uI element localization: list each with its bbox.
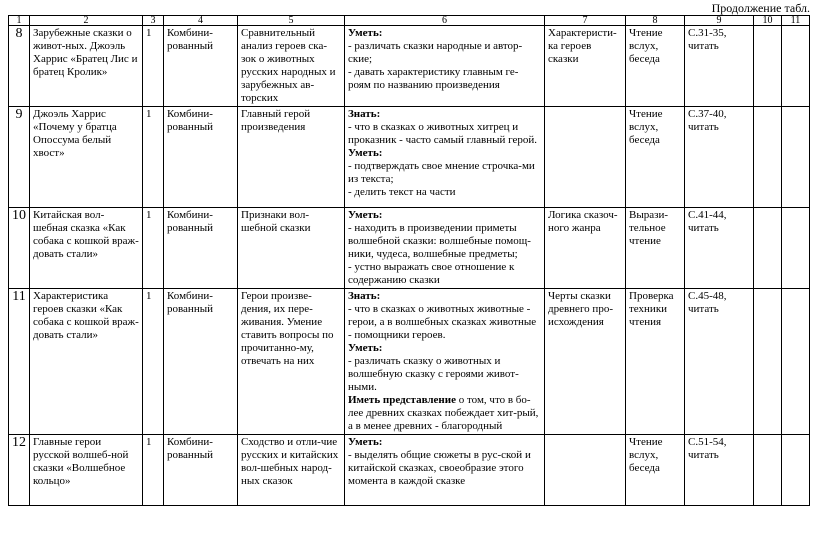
date-cell — [754, 289, 782, 435]
activity-cell: Чтение вслух, беседа — [626, 26, 685, 107]
table-row — [9, 435, 810, 506]
header-cell: 3 — [143, 16, 164, 26]
requirement-line — [348, 290, 541, 303]
concepts-cell: Логика сказоч-ного жанра — [545, 208, 626, 289]
lesson-number-cell: 12 — [9, 435, 30, 506]
requirements-cell — [345, 435, 545, 506]
hours-cell: 1 — [143, 435, 164, 506]
homework-cell: С.37-40, читать — [685, 107, 754, 208]
requirement-text: - различать сказки народные и автор-ские; — [348, 40, 523, 65]
table-row — [9, 289, 810, 435]
header-cell: 2 — [30, 16, 143, 26]
requirements-cell — [345, 107, 545, 208]
requirement-line — [348, 186, 541, 199]
homework-cell: С.45-48, читать — [685, 289, 754, 435]
header-cell: 1 — [9, 16, 30, 26]
lesson-topic-cell: Главные герои русской волшеб-ной сказки «Волшебное кольцо» — [30, 435, 143, 506]
requirement-heading: Знать: — [348, 290, 381, 302]
requirements-cell — [345, 208, 545, 289]
table-row — [9, 107, 810, 208]
lesson-plan-table — [8, 15, 810, 506]
requirement-line — [348, 222, 541, 261]
requirement-heading: Уметь: — [348, 436, 383, 448]
table-row — [9, 26, 810, 107]
hours-cell: 1 — [143, 289, 164, 435]
requirement-line — [348, 342, 541, 355]
requirement-line — [348, 436, 541, 449]
activity-cell: Чтение вслух, беседа — [626, 107, 685, 208]
lesson-number-cell: 11 — [9, 289, 30, 435]
requirement-line — [348, 394, 541, 433]
lesson-topic-cell: Джоэль Харрис «Почему у братца Опоссума белый хвост» — [30, 107, 143, 208]
requirement-line — [348, 66, 541, 92]
concepts-cell: Характеристи-ка героев сказки — [545, 26, 626, 107]
requirement-line — [348, 449, 541, 488]
date-cell — [754, 208, 782, 289]
activity-cell: Вырази-тельное чтение — [626, 208, 685, 289]
requirement-text: - находить в произведении приметы волшебной сказки: волшебные помощ-ники, чудеса, волшебные предметы; — [348, 222, 531, 260]
requirement-text: о том, что в бо-лее древних сказках побеждает хит-рый, а в менее древних - благородный — [348, 394, 539, 432]
requirement-text: - различать сказку о животных и волшебную сказку с героями живот-ными. — [348, 355, 519, 393]
hours-cell: 1 — [143, 208, 164, 289]
header-cell: 5 — [238, 16, 345, 26]
content-cell: Главный герой произведения — [238, 107, 345, 208]
requirement-heading: Иметь представление — [348, 394, 456, 406]
content-cell: Признаки вол-шебной сказки — [238, 208, 345, 289]
header-cell: 6 — [345, 16, 545, 26]
requirement-heading: Знать: — [348, 108, 381, 120]
header-cell: 8 — [626, 16, 685, 26]
note-cell — [782, 26, 810, 107]
lesson-number-cell: 9 — [9, 107, 30, 208]
requirement-line — [348, 121, 541, 147]
lesson-number-cell: 8 — [9, 26, 30, 107]
requirement-line — [348, 303, 541, 342]
homework-cell: С.41-44, читать — [685, 208, 754, 289]
hours-cell: 1 — [143, 26, 164, 107]
concepts-cell — [545, 107, 626, 208]
homework-cell: С.31-35, читать — [685, 26, 754, 107]
requirement-heading: Уметь: — [348, 147, 383, 159]
content-cell: Сравнительный анализ героев ска-зок о животных русских народных и зарубежных ав-торских — [238, 26, 345, 107]
requirement-heading: Уметь: — [348, 27, 383, 39]
content-cell: Герои произве-дения, их пере-живания. Умение ставить вопросы по прочитанно-му, отвечать на них — [238, 289, 345, 435]
hours-cell: 1 — [143, 107, 164, 208]
lesson-type-cell: Комбини-рованный — [164, 208, 238, 289]
requirement-line — [348, 108, 541, 121]
requirement-text: - выделять общие сюжеты в рус-ской и китайской сказках, своеобразие этого момента в каждой сказке — [348, 449, 531, 487]
lesson-type-cell: Комбини-рованный — [164, 26, 238, 107]
note-cell — [782, 289, 810, 435]
requirement-heading: Уметь: — [348, 342, 383, 354]
content-cell: Сходство и отли-чие русских и китайских вол-шебных народ-ных сказок — [238, 435, 345, 506]
requirement-text: - подтверждать свое мнение строчка-ми из текста; — [348, 160, 535, 185]
requirement-text: - устно выражать свое отношение к содержанию сказки — [348, 261, 515, 286]
header-cell: 9 — [685, 16, 754, 26]
date-cell — [754, 26, 782, 107]
activity-cell: Чтение вслух, беседа — [626, 435, 685, 506]
table-row — [9, 208, 810, 289]
requirement-text: - давать характеристику главным ге-роям по названию произведения — [348, 66, 519, 91]
requirement-line — [348, 40, 541, 66]
requirement-line — [348, 355, 541, 394]
requirements-cell — [345, 26, 545, 107]
date-cell — [754, 435, 782, 506]
lesson-type-cell: Комбини-рованный — [164, 107, 238, 208]
concepts-cell: Черты сказки древнего про-исхождения — [545, 289, 626, 435]
requirement-line — [348, 27, 541, 40]
header-cell: 11 — [782, 16, 810, 26]
header-row — [9, 16, 810, 26]
lesson-type-cell: Комбини-рованный — [164, 435, 238, 506]
requirement-line — [348, 261, 541, 287]
requirements-cell — [345, 289, 545, 435]
header-cell: 10 — [754, 16, 782, 26]
header-cell: 4 — [164, 16, 238, 26]
requirement-heading: Уметь: — [348, 209, 383, 221]
note-cell — [782, 435, 810, 506]
requirement-line — [348, 209, 541, 222]
lesson-topic-cell: Китайская вол-шебная сказка «Как собака с кошкой враж-довать стали» — [30, 208, 143, 289]
requirement-text: - делить текст на части — [348, 186, 456, 198]
lesson-topic-cell: Зарубежные сказки о живот-ных. Джоэль Харрис «Братец Лис и братец Кролик» — [30, 26, 143, 107]
lesson-type-cell: Комбини-рованный — [164, 289, 238, 435]
requirement-line — [348, 160, 541, 186]
concepts-cell — [545, 435, 626, 506]
activity-cell: Проверка техники чтения — [626, 289, 685, 435]
requirement-line — [348, 147, 541, 160]
homework-cell: С.51-54, читать — [685, 435, 754, 506]
note-cell — [782, 208, 810, 289]
lesson-number-cell: 10 — [9, 208, 30, 289]
date-cell — [754, 107, 782, 208]
table-caption: Продолжение табл. — [711, 1, 810, 15]
table-body — [9, 16, 810, 506]
requirement-text: - что в сказках о животных хитрец и проказник - часто самый главный герой. — [348, 121, 537, 146]
lesson-topic-cell: Характеристика героев сказки «Как собака с кошкой враж-довать стали» — [30, 289, 143, 435]
header-cell: 7 — [545, 16, 626, 26]
note-cell — [782, 107, 810, 208]
requirement-text: - что в сказках о животных животные - герои, а в волшебных сказках животные - помощники героев. — [348, 303, 537, 341]
